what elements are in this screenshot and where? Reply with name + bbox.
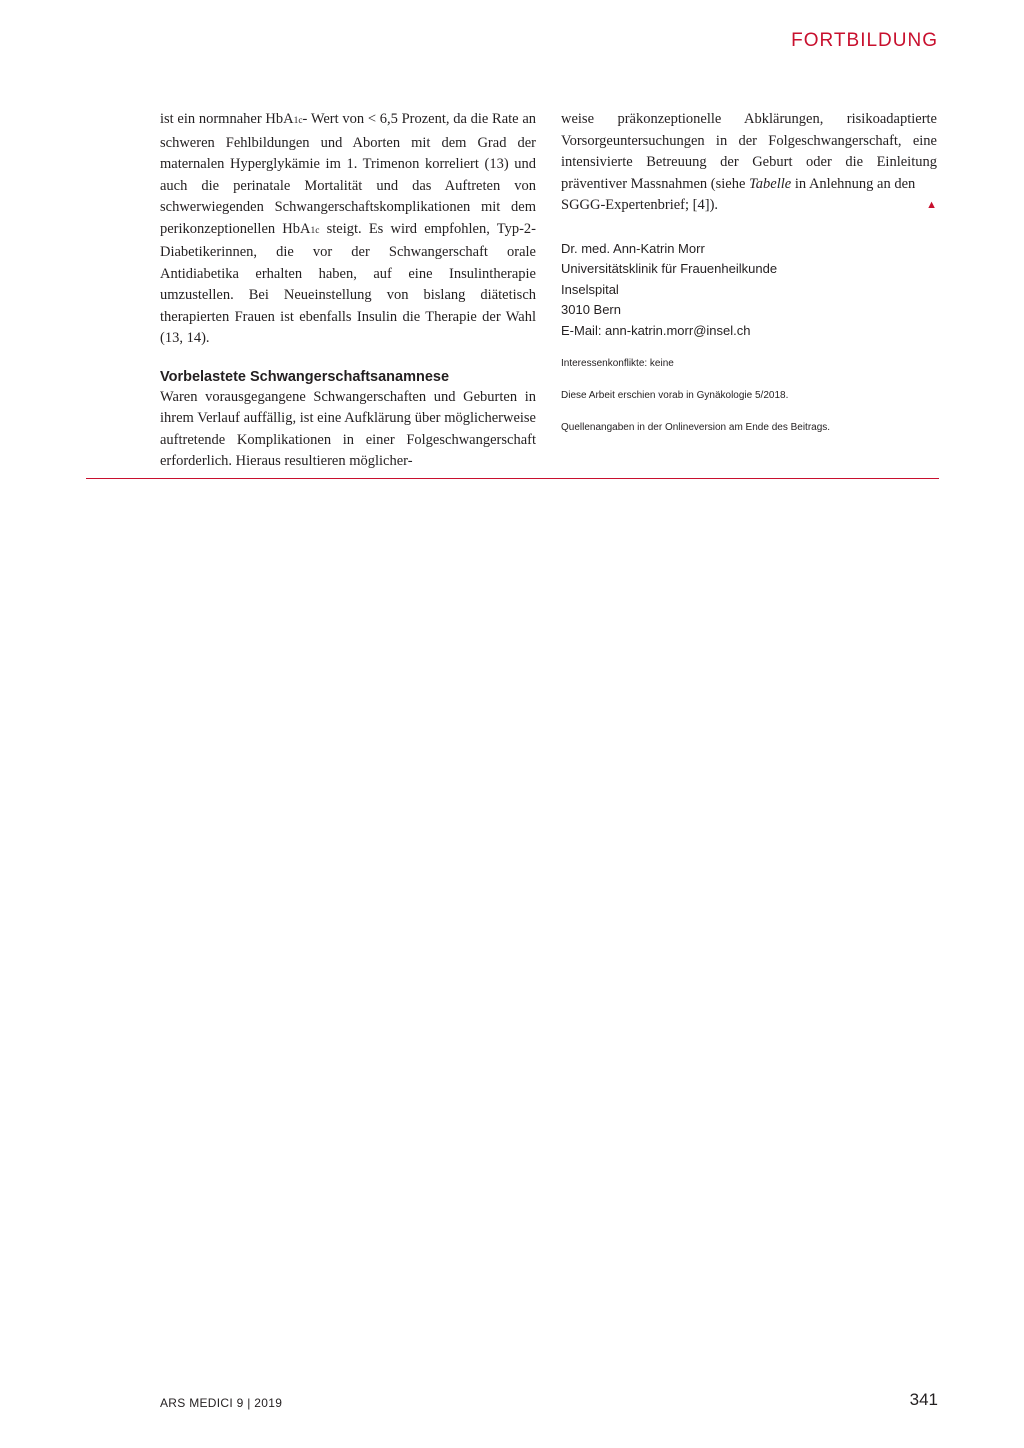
author-block xyxy=(561,239,937,342)
conflicts-note: Interessenkonflikte: keine xyxy=(561,358,674,369)
paragraph-text: SGGG-Expertenbrief; [4]). xyxy=(561,197,719,213)
subheading: Vorbelastete Schwangerschaftsanamnese xyxy=(160,368,450,385)
prepublication-note: Diese Arbeit erschien vorab in Gynäkologie 5/2018. xyxy=(561,390,789,401)
left-column xyxy=(160,109,536,473)
end-of-article-triangle-icon: ▲ xyxy=(926,199,937,211)
divider-rule xyxy=(86,478,939,479)
page-number: 341 xyxy=(909,1390,938,1409)
paragraph-text: steigt. Es wird empfohlen, Typ-2-Diabetikerinnen, die vor der Schwangerschaft orale Antidiabetika erhalten haben, auf eine Insulintherapie umzustellen. Bei Neueinstellung von bislang diätetisch therapierten Frauen ist ebenfalls Insulin die Therapie der Wahl (13, 14). xyxy=(160,220,536,346)
author-name: Dr. med. Ann-Katrin Morr xyxy=(561,240,705,256)
paragraph-text: - Wert von < 6,5 Prozent, da die Rate an schweren Fehlbildungen und Aborten mit dem Grad der maternalen Hyperglykämie im 1. Trimenon korreliert (13) und auch die perinatale Mortalität und das Auftreten von schwerwiegenden Schwangerschaftskomplikationen mit dem perikonzeptionellen HbA xyxy=(160,111,537,237)
table-reference: Tabelle xyxy=(749,175,792,192)
section-title: FORTBILDUNG xyxy=(791,30,938,51)
body-paragraph-continued xyxy=(561,109,937,195)
subscript-1c: 1c xyxy=(293,116,303,126)
author-email: E-Mail: ann-katrin.morr@insel.ch xyxy=(561,322,751,338)
journal-footer: ARS MEDICI 9 | 2019 xyxy=(160,1396,283,1410)
subscript-1c: 1c xyxy=(310,225,320,236)
body-paragraph-anamnesis: Waren vorausgegangene Schwangerschaften und Geburten in ihrem Verlauf auffällig, ist eine Aufklärung über möglicherweise auftretende Komplikationen in einer Folgeschwangerschaft erforderlich. Hieraus resultieren möglicher- xyxy=(160,388,536,469)
references-note: Quellenangaben in der Onlineversion am Ende des Beitrags. xyxy=(561,422,831,433)
paragraph-text: ist ein normnaher HbA xyxy=(160,111,294,127)
author-hospital: Inselspital xyxy=(561,281,619,297)
author-clinic: Universitätsklinik für Frauenheilkunde xyxy=(561,261,778,276)
body-paragraph-diabetes xyxy=(160,109,536,350)
paragraph-text: weise präkonzeptionelle Abklärungen, risikoadaptierte Vorsorgeuntersuchungen in der Folgeschwangerschaft, eine intensivierte Betreuung der Geburt oder die Einleitung präventiver Massnahmen (siehe xyxy=(561,111,937,192)
author-city: 3010 Bern xyxy=(561,302,621,317)
paragraph-text: in Anlehnung an den xyxy=(791,175,916,192)
paragraph-last-line xyxy=(561,195,937,217)
right-column xyxy=(561,109,937,435)
